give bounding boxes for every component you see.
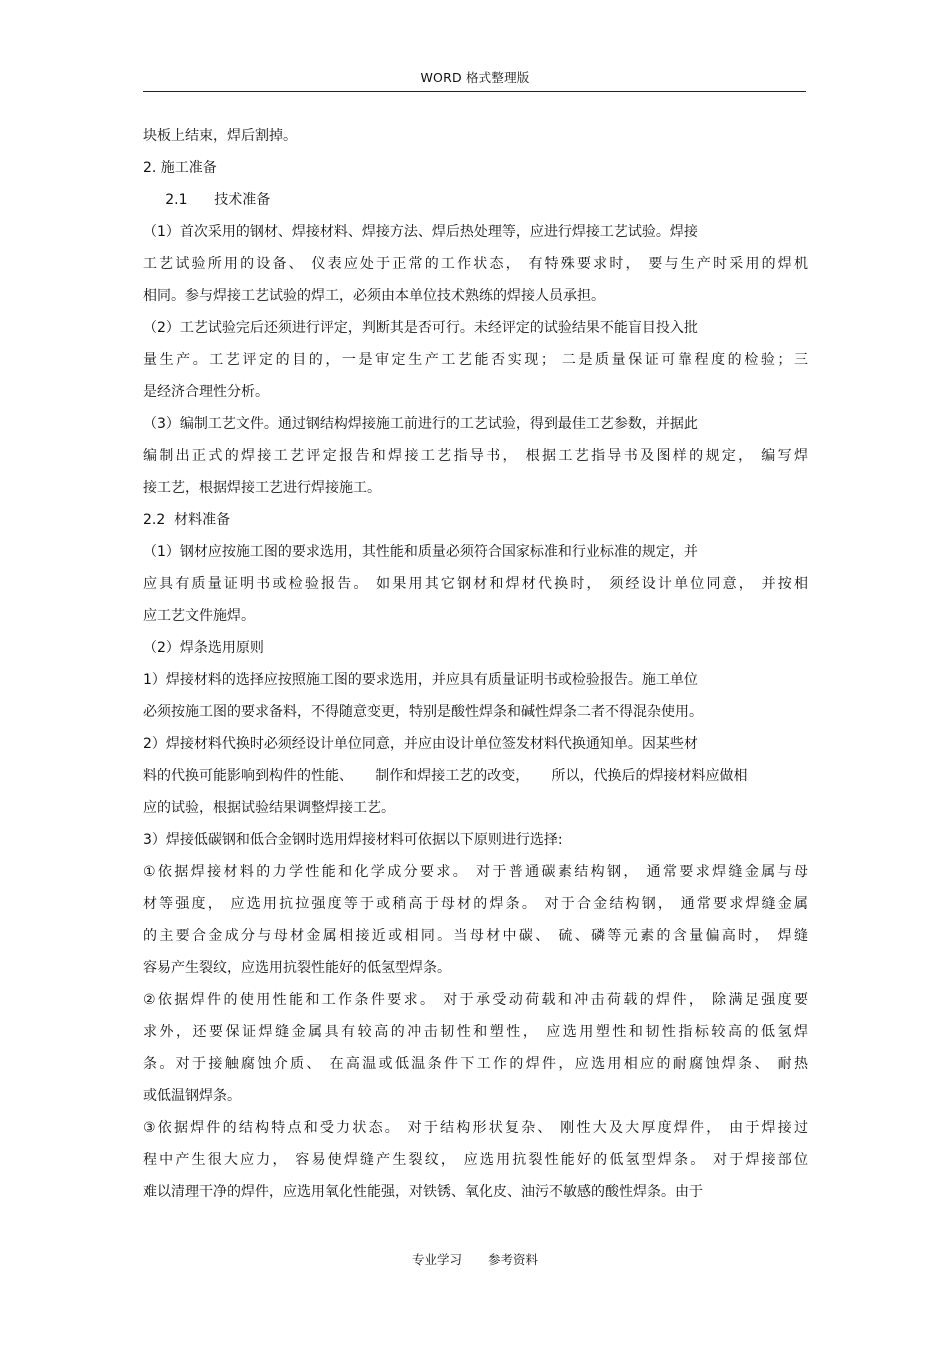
text-line: ③依据焊件的结构特点和受力状态。 对于结构形状复杂、 刚性大及大厚度焊件， 由于焊接过 bbox=[143, 1120, 808, 1136]
text-line: （2）工艺试验完后还须进行评定，判断其是否可行。未经评定的试验结果不能盲目投入批 bbox=[143, 320, 698, 336]
text-line: 料的代换可能影响到构件的性能、 制作和焊接工艺的改变， 所以，代换后的焊接材料应做相 bbox=[143, 768, 748, 784]
text-line: 是经济合理性分析。 bbox=[143, 384, 269, 400]
text-line: 或低温钢焊条。 bbox=[143, 1088, 241, 1104]
text-line: 材等强度， 应选用抗拉强度等于或稍高于母材的焊条。 对于合金结构钢， 通常要求焊缝金属 bbox=[143, 896, 808, 912]
text-line: 3）焊接低碳钢和低合金钢时选用焊接材料可依据以下原则进行选择: bbox=[143, 832, 563, 848]
text-line: 量生产。工艺评定的目的，一是审定生产工艺能否实现； 二是质量保证可靠程度的检验；三 bbox=[143, 352, 808, 368]
text-line: （1）首次采用的钢材、焊接材料、焊接方法、焊后热处理等，应进行焊接工艺试验。焊接 bbox=[143, 224, 698, 240]
text-line: 应工艺文件施焊。 bbox=[143, 608, 255, 624]
document-body bbox=[143, 122, 808, 1210]
text-line: 应的试验，根据试验结果调整焊接工艺。 bbox=[143, 800, 395, 816]
text-line: （3）编制工艺文件。通过钢结构焊接施工前进行的工艺试验，得到最佳工艺参数，并据此 bbox=[143, 416, 698, 432]
footer-right-label: 参考资料 bbox=[488, 1252, 539, 1267]
text-line: 2. 施工准备 bbox=[143, 160, 217, 176]
page-footer bbox=[0, 1250, 950, 1268]
text-line: 容易产生裂纹，应选用抗裂性能好的低氢型焊条。 bbox=[143, 960, 451, 976]
text-line: 相同。参与焊接工艺试验的焊工，必须由本单位技术熟练的焊接人员承担。 bbox=[143, 288, 605, 304]
text-line: 2）焊接材料代换时必须经设计单位同意，并应由设计单位签发材料代换通知单。因某些材 bbox=[143, 736, 698, 752]
text-line: 2.2 材料准备 bbox=[143, 512, 231, 528]
text-line: 2.1 技术准备 bbox=[143, 192, 271, 208]
text-line: 难以清理干净的焊件，应选用氧化性能强，对铁锈、氧化皮、油污不敏感的酸性焊条。由于 bbox=[143, 1184, 703, 1200]
page-header: WORD 格式整理版 bbox=[420, 70, 530, 85]
text-line: 1）焊接材料的选择应按照施工图的要求选用，并应具有质量证明书或检验报告。施工单位 bbox=[143, 672, 698, 688]
footer-left-label: 专业学习 bbox=[411, 1252, 462, 1267]
header-rule bbox=[143, 91, 806, 92]
text-line: 编制出正式的焊接工艺评定报告和焊接工艺指导书， 根据工艺指导书及图样的规定， 编写焊 bbox=[143, 448, 808, 464]
text-line: 工艺试验所用的设备、 仪表应处于正常的工作状态， 有特殊要求时， 要与生产时采用的焊机 bbox=[143, 256, 808, 272]
text-line: （2）焊条选用原则 bbox=[143, 640, 264, 656]
text-line: 求外，还要保证焊缝金属具有较高的冲击韧性和塑性， 应选用塑性和韧性指标较高的低氢焊 bbox=[143, 1024, 808, 1040]
text-line: 应具有质量证明书或检验报告。 如果用其它钢材和焊材代换时， 须经设计单位同意， 并按相 bbox=[143, 576, 808, 592]
text-line: 块板上结束，焊后割掉。 bbox=[143, 128, 297, 144]
text-line: 的主要合金成分与母材金属相接近或相同。当母材中碳、 硫、磷等元素的含量偏高时， 焊缝 bbox=[143, 928, 808, 944]
text-line: 接工艺，根据焊接工艺进行焊接施工。 bbox=[143, 480, 381, 496]
text-line: ②依据焊件的使用性能和工作条件要求。 对于承受动荷载和冲击荷载的焊件， 除满足强度要 bbox=[143, 992, 808, 1008]
text-line: 必须按施工图的要求备料，不得随意变更，特别是酸性焊条和碱性焊条二者不得混杂使用。 bbox=[143, 704, 703, 720]
text-line: 条。对于接触腐蚀介质、 在高温或低温条件下工作的焊件，应选用相应的耐腐蚀焊条、 耐热 bbox=[143, 1056, 808, 1072]
text-line: ①依据焊接材料的力学性能和化学成分要求。 对于普通碳素结构钢， 通常要求焊缝金属与母 bbox=[143, 864, 808, 880]
text-line: （1）钢材应按施工图的要求选用，其性能和质量必须符合国家标准和行业标准的规定，并 bbox=[143, 544, 698, 560]
text-line: 程中产生很大应力， 容易使焊缝产生裂纹， 应选用抗裂性能好的低氢型焊条。 对于焊接部位 bbox=[143, 1152, 808, 1168]
